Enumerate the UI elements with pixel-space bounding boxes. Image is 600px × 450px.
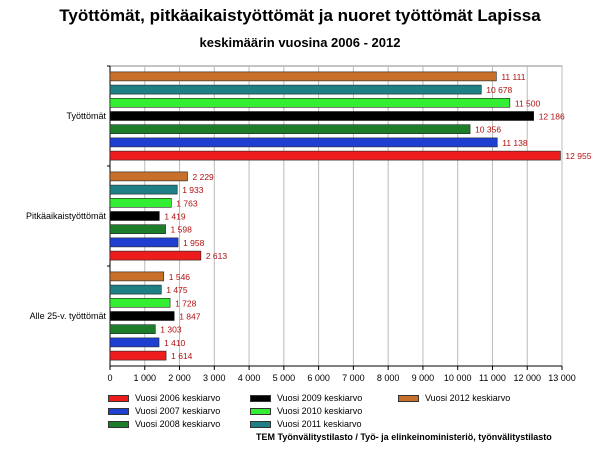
bar	[110, 285, 161, 294]
legend-item	[398, 393, 510, 403]
legend-label: Vuosi 2007 keskiarvo	[135, 406, 221, 416]
bar	[110, 238, 178, 247]
legend-swatch	[108, 395, 129, 402]
legend-item	[108, 406, 220, 416]
data-label: 1 933	[182, 185, 204, 196]
category-label: Pitkäaikaistyöttömät	[25, 211, 106, 221]
data-label: 1 475	[166, 285, 188, 296]
x-tick-label: 12 000	[513, 373, 541, 383]
bar	[110, 112, 534, 121]
x-tick-label: 1 000	[133, 373, 157, 383]
x-tick-label: 9 000	[411, 373, 435, 383]
bar	[110, 298, 170, 307]
bar	[110, 172, 188, 181]
data-label: 1 763	[176, 198, 198, 209]
x-tick-label: 6 000	[307, 373, 330, 383]
bar	[110, 185, 177, 194]
x-tick-label: 3 000	[203, 373, 226, 383]
data-label: 2 229	[192, 171, 214, 182]
x-tick-label: 8 000	[376, 373, 400, 383]
source-note: TEM Työnvälitystilasto / Työ- ja elinkeinoministeriö, työnvälitystilasto	[256, 432, 552, 442]
legend-label: Vuosi 2006 keskiarvo	[135, 393, 221, 403]
data-label: 12 186	[538, 111, 565, 122]
data-label: 1 958	[183, 237, 205, 248]
x-tick-label: 11 000	[479, 373, 506, 383]
data-label: 1 419	[164, 211, 186, 222]
data-label: 2 613	[205, 251, 228, 262]
data-label: 1 847	[179, 311, 201, 322]
data-label: 1 598	[170, 224, 192, 235]
data-label: 10 356	[475, 124, 502, 135]
legend-swatch	[108, 421, 129, 428]
legend-item	[108, 419, 220, 429]
chart-subtitle: keskimäärin vuosina 2006 - 2012	[199, 35, 401, 50]
bar	[110, 338, 159, 347]
legend-item	[250, 393, 362, 403]
data-label: 1 728	[175, 298, 197, 309]
legend-item	[108, 393, 220, 403]
x-tick-label: 13 000	[548, 373, 576, 383]
data-label: 11 500	[514, 98, 541, 109]
legend-swatch	[398, 395, 419, 402]
legend-swatch	[108, 408, 129, 415]
data-label: 1 546	[168, 271, 191, 282]
x-tick-label: 7 000	[342, 373, 365, 383]
bar	[110, 151, 560, 160]
legend-swatch	[250, 421, 271, 428]
x-tick-label: 0	[107, 373, 113, 383]
bar	[110, 212, 159, 221]
data-label: 1 410	[164, 337, 186, 348]
bar	[110, 85, 481, 94]
legend-label: Vuosi 2010 keskiarvo	[277, 406, 363, 416]
data-label: 11 138	[502, 137, 528, 148]
category-label: Työttömät	[66, 111, 106, 121]
legend-swatch	[250, 395, 271, 402]
bar	[110, 272, 164, 281]
bar	[110, 251, 201, 260]
data-label: 1 303	[160, 324, 182, 335]
x-tick-label: 4 000	[237, 373, 261, 383]
data-label: 10 678	[486, 85, 513, 96]
legend-item	[250, 419, 362, 429]
x-tick-label: 2 000	[168, 373, 191, 383]
legend-item	[250, 406, 362, 416]
data-label: 11 111	[501, 71, 526, 82]
bar	[110, 312, 174, 321]
bar	[110, 72, 496, 81]
bar	[110, 138, 497, 147]
x-tick-label: 10 000	[443, 373, 472, 383]
bar	[110, 325, 155, 334]
legend-label: Vuosi 2008 keskiarvo	[135, 419, 221, 429]
bar	[110, 198, 171, 207]
bar	[110, 98, 510, 107]
legend-label: Vuosi 2009 keskiarvo	[277, 393, 363, 403]
category-label: Alle 25-v. työttömät	[29, 311, 106, 321]
data-label: 12 955	[565, 151, 592, 162]
legend-label: Vuosi 2012 keskiarvo	[425, 393, 511, 403]
bar	[110, 351, 166, 360]
x-tick-label: 5 000	[272, 373, 296, 383]
chart-legend	[108, 393, 588, 433]
legend-label: Vuosi 2011 keskiarvo	[277, 419, 362, 429]
bar	[110, 225, 166, 234]
chart-title: Työttömät, pitkäaikaistyöttömät ja nuoret työttömät Lapissa	[59, 6, 541, 25]
legend-swatch	[250, 408, 271, 415]
bar	[110, 125, 470, 134]
data-label: 1 614	[171, 351, 193, 362]
